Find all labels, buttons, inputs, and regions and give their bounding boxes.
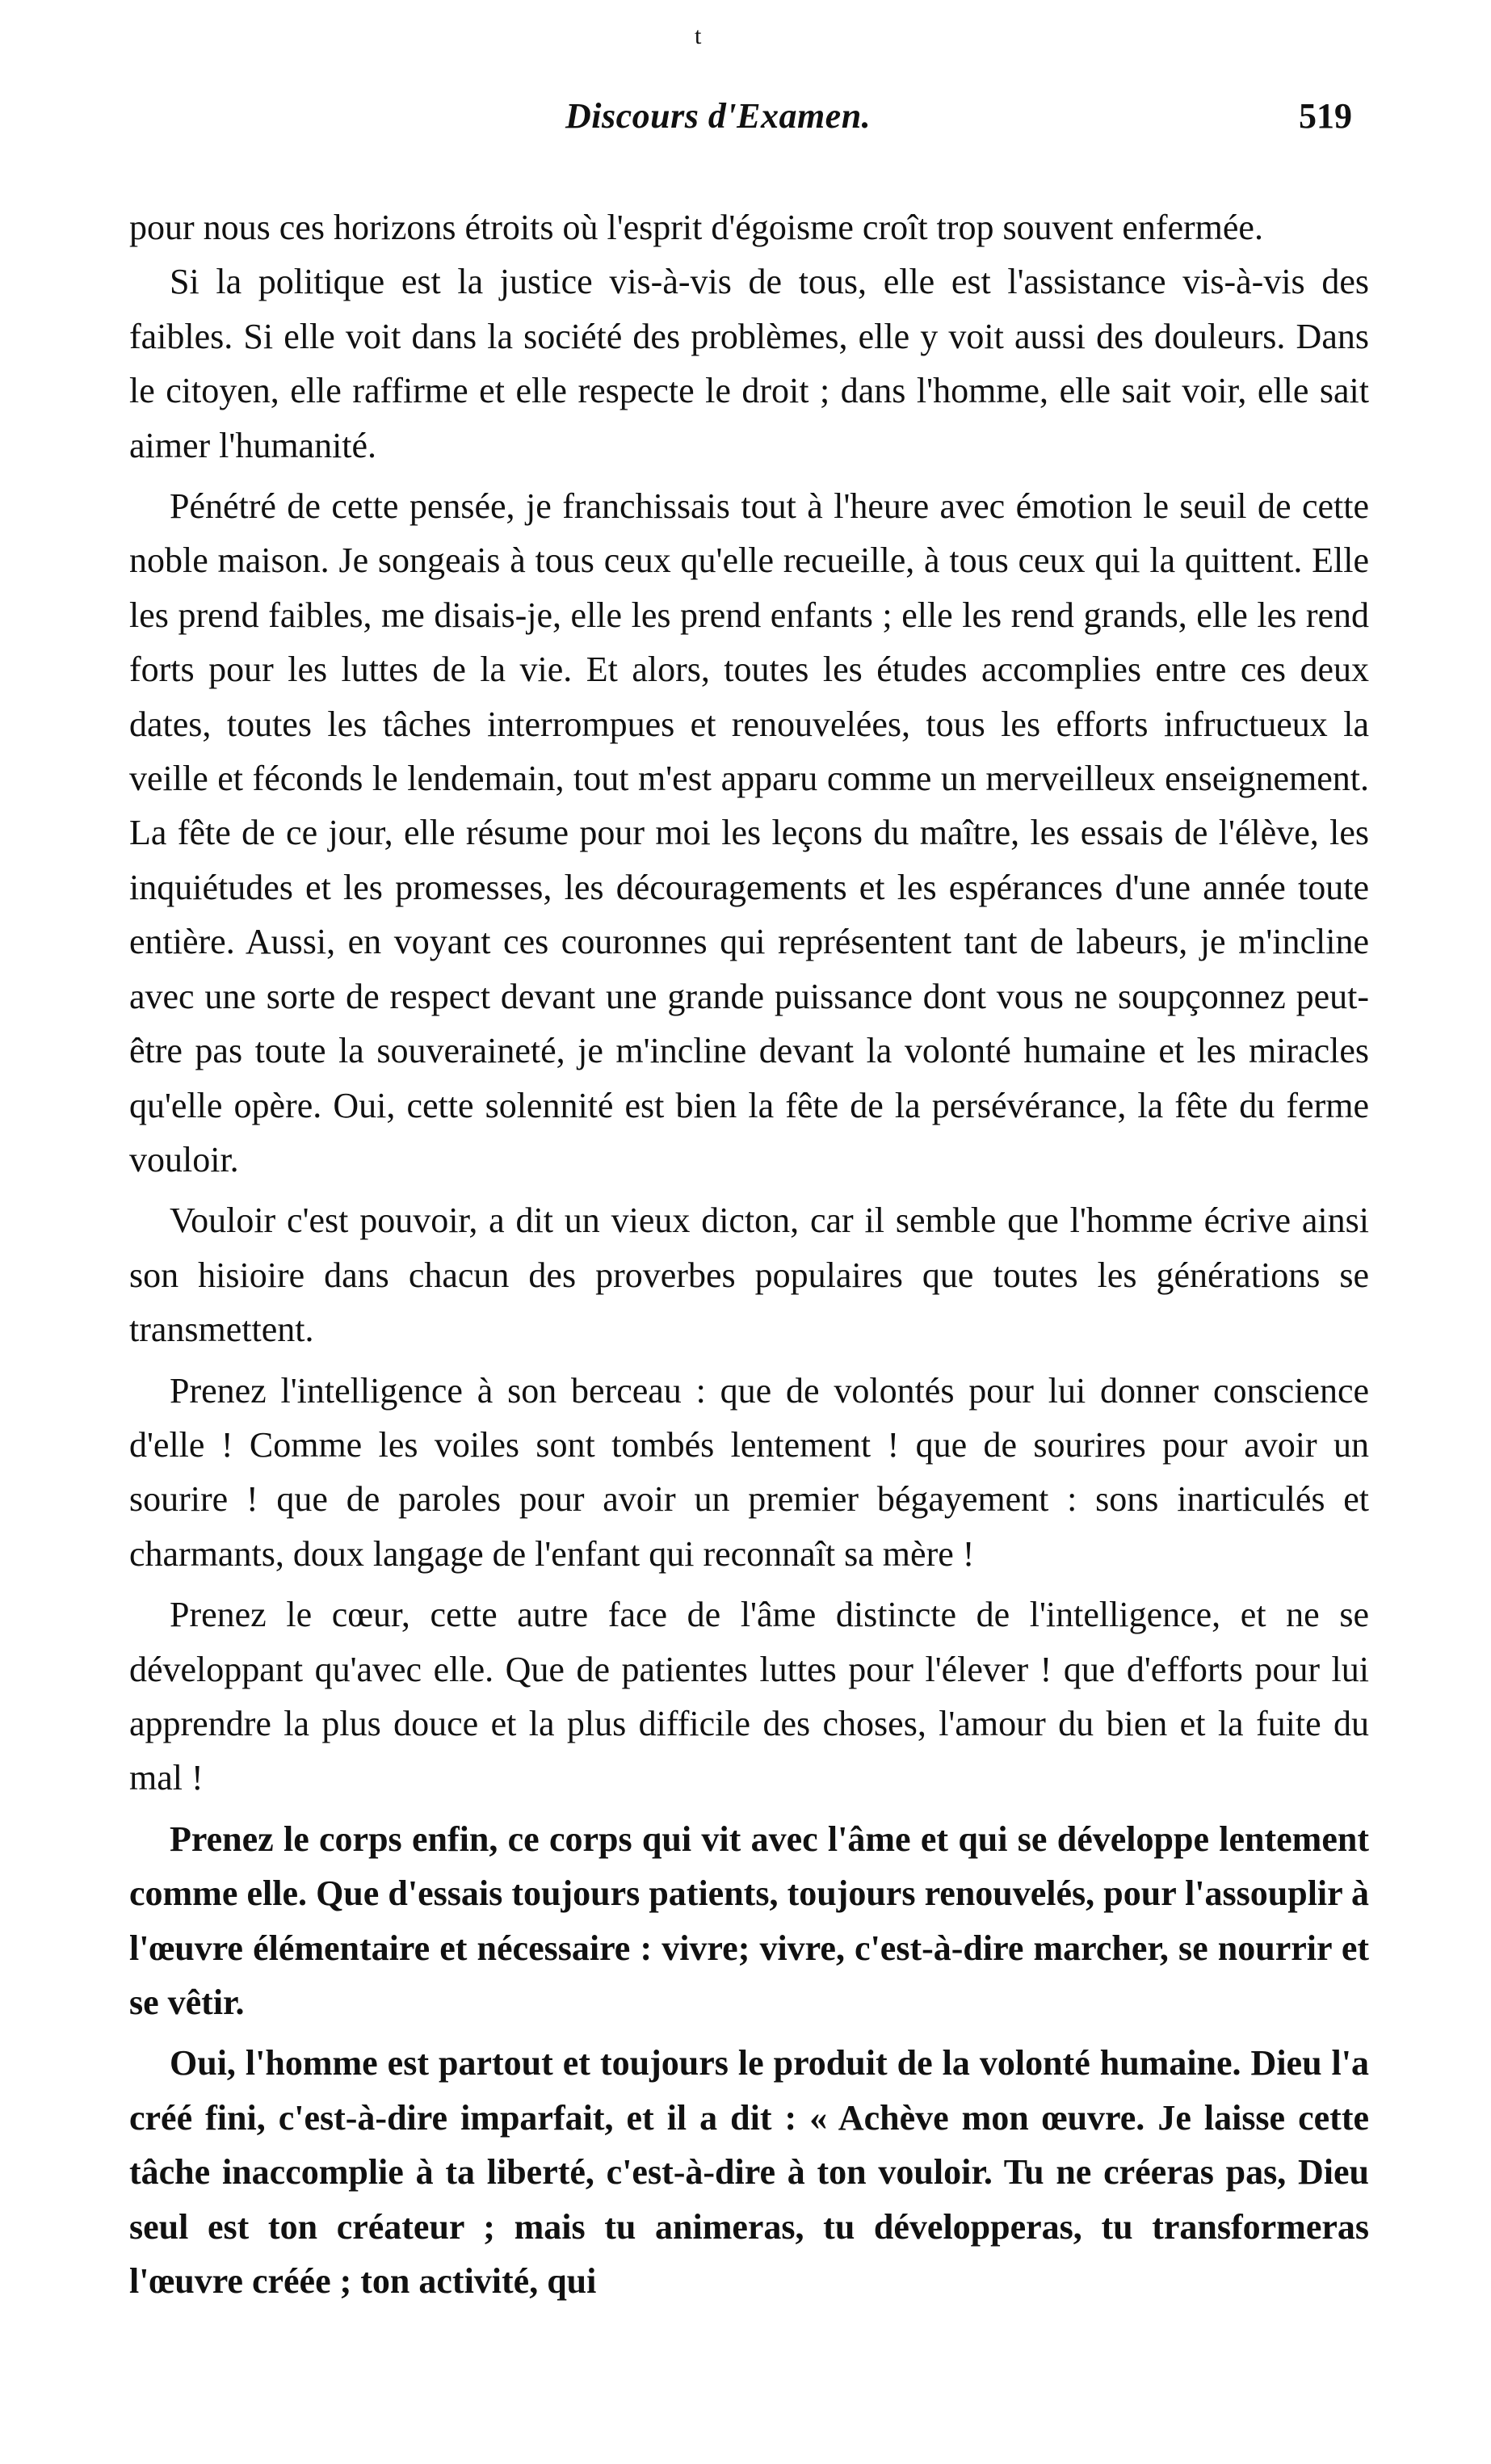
paragraph-vouloir: Vouloir c'est pouvoir, a dit un vieux dicton, car il semble que l'homme écrive ainsi son hisioire dans chacun des proverbes populaires que toutes les générations se transmettent. <box>129 1200 1369 1350</box>
body-text <box>129 200 1369 2308</box>
paragraph-continuation: pour nous ces horizons étroits où l'esprit d'égoisme croît trop souvent enfermée. <box>129 208 1263 247</box>
paragraph-intelligence: Prenez l'intelligence à son berceau : que de volontés pour lui donner conscience d'elle ! Comme les voiles sont tombés lentement ! que de sourires pour avoir un sourire ! que de paroles pour avoir un premier bégayement : sons inarticulés et charmants, doux langage de l'enfant qui reconnaît sa mère ! <box>129 1370 1369 1574</box>
top-mark: t <box>695 23 702 49</box>
running-head: Discours d'Examen. <box>565 96 872 136</box>
paragraph-corps: Prenez le corps enfin, ce corps qui vit avec l'âme et qui se développe lentement comme elle. Que d'essais toujours patients, toujours renouvelés, pour l'assouplir à l'œuvre élémentaire et nécessaire : vivre; vivre, c'est-à-dire marcher, se nourrir et se vêtir. <box>129 1819 1369 2022</box>
paragraph-oui: Oui, l'homme est partout et toujours le produit de la volonté humaine. Dieu l'a créé fini, c'est-à-dire imparfait, et il a dit : « Achève mon œuvre. Je laisse cette tâche inaccomplie à ta liberté, c'est-à-dire à ton vouloir. Tu ne créeras pas, Dieu seul est ton créateur ; mais tu animeras, tu développeras, tu transformeras l'œuvre créée ; ton activité, qui <box>129 2043 1369 2302</box>
page-number: 519 <box>1299 96 1352 136</box>
paragraph-coeur: Prenez le cœur, cette autre face de l'âme distincte de l'intelligence, et ne se développant qu'avec elle. Que de patientes luttes pour l'élever ! que d'efforts pour lui apprendre la plus douce et la plus difficile des choses, l'amour du bien et la fuite du mal ! <box>129 1595 1369 1798</box>
paragraph-penetre: Pénétré de cette pensée, je franchissais tout à l'heure avec émotion le seuil de cette noble maison. Je songeais à tous ceux qu'elle recueille, à tous ceux qui la quittent. Elle les prend faibles, me disais-je, elle les prend enfants ; elle les rend grands, elle les rend forts pour les luttes de la vie. Et alors, toutes les études accomplies entre ces deux dates, toutes les tâches interrompues et renouvelées, tous les efforts infructueux la veille et féconds le lendemain, tout m'est apparu comme un merveilleux enseignement. La fête de ce jour, elle résume pour moi les leçons du maître, les essais de l'élève, les inquiétudes et les promesses, les découragements et les espérances d'une année toute entière. Aussi, en voyant ces couronnes qui représentent tant de labeurs, je m'incline avec une sorte de respect devant une grande puissance dont vous ne soupçonnez peut-être pas toute la souveraineté, je m'incline devant la volonté humaine et les miracles qu'elle opère. Oui, cette solennité est bien la fête de la persévérance, la fête du ferme vouloir. <box>129 486 1369 1179</box>
paragraph-politique: Si la politique est la justice vis-à-vis de tous, elle est l'assistance vis-à-vis des faibles. Si elle voit dans la société des problèmes, elle y voit aussi des douleurs. Dans le citoyen, elle raffirme et elle respecte le droit ; dans l'homme, elle sait voir, elle sait aimer l'humanité. <box>129 262 1369 465</box>
